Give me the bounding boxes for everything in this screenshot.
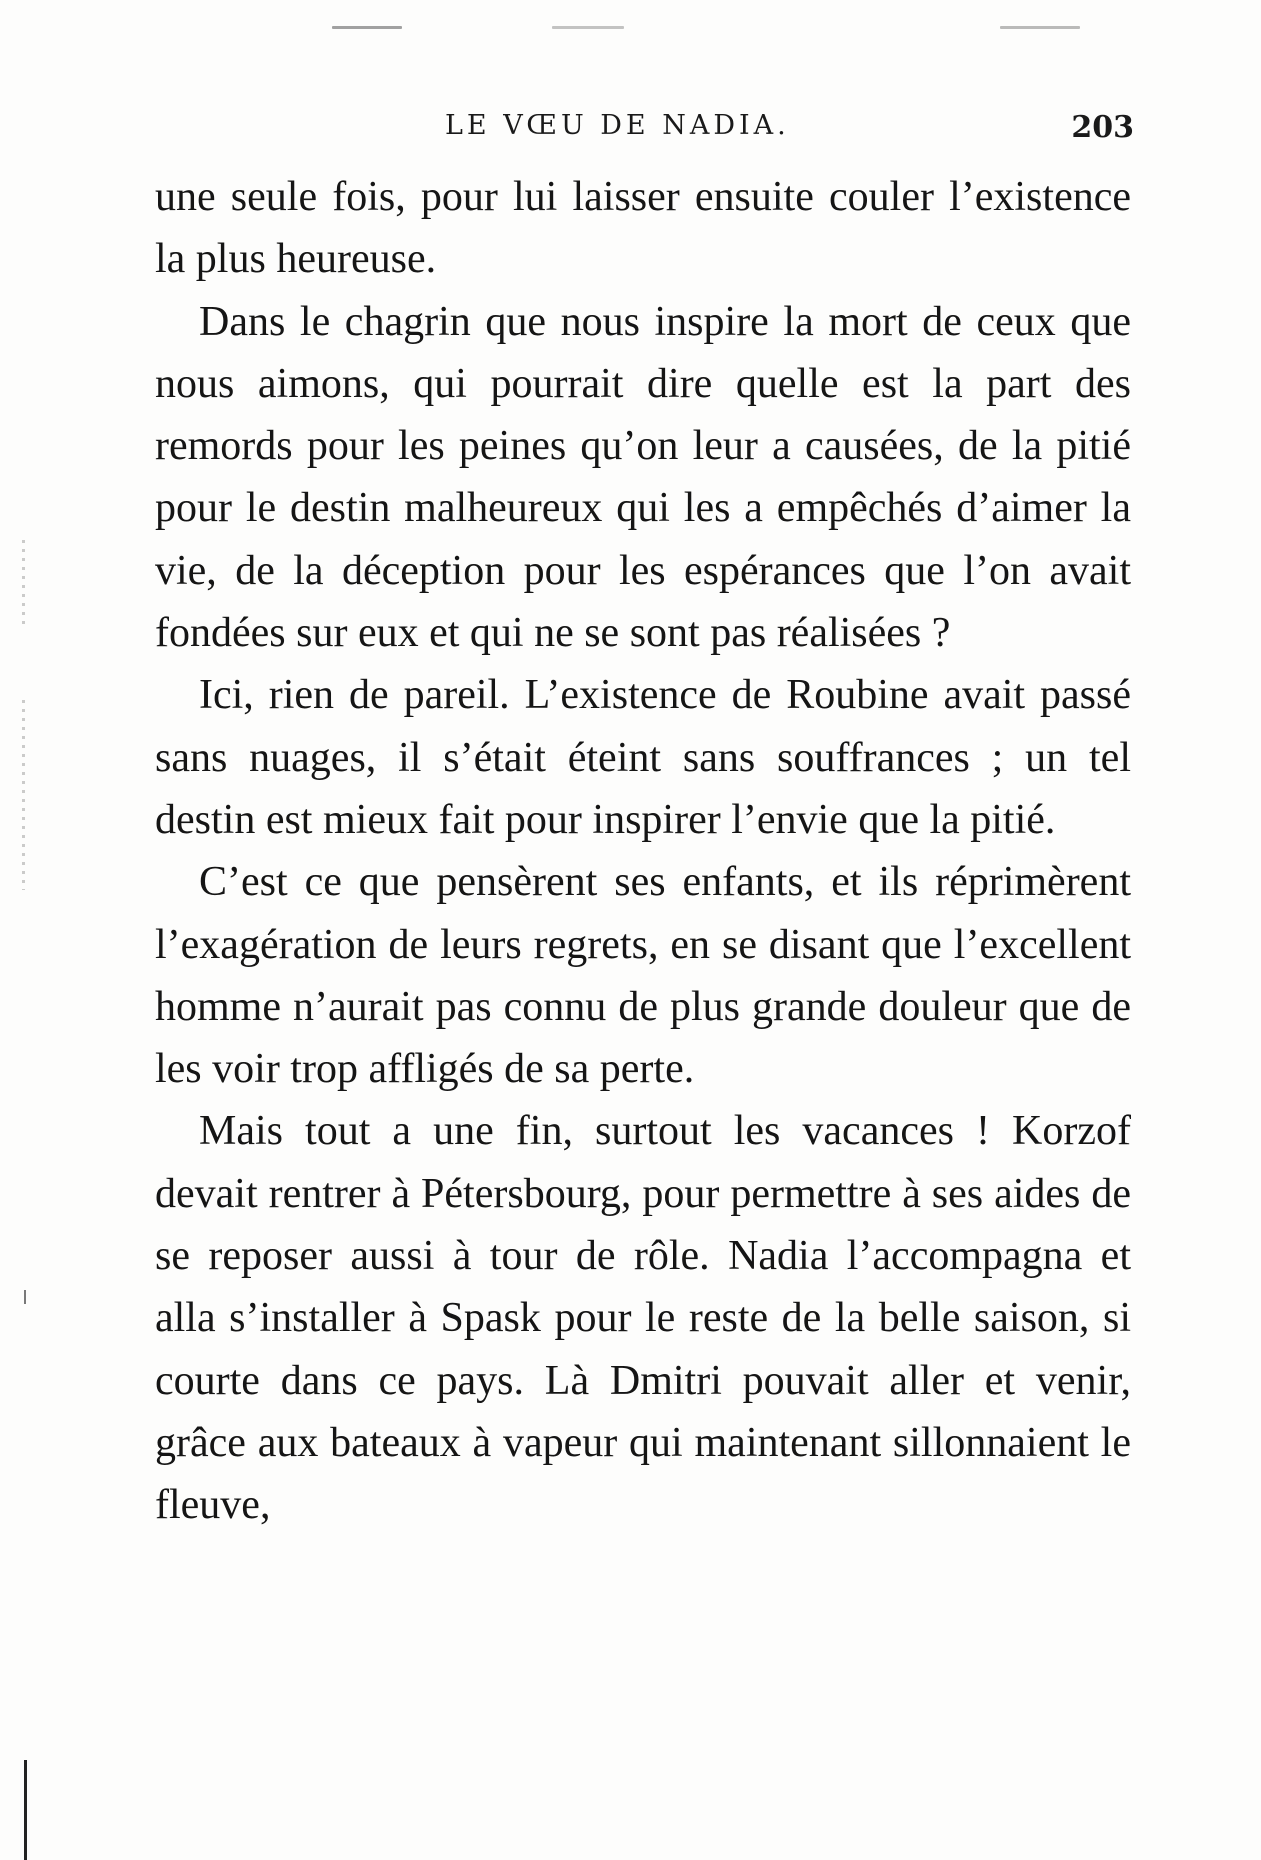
page-number: 203 (1071, 110, 1134, 145)
paragraph: une seule fois, pour lui laisser ensuite couler l’existence la plus heureuse. (155, 174, 1131, 283)
running-title: LE VŒU DE NADIA. (445, 110, 790, 141)
paragraph: Mais tout a une fin, surtout les vacances ! Korzof devait rentrer à Pétersbourg, pour permettre à ses aides de se reposer aussi à tour de rôle. Nadia l’accompagna et alla s’installer à Spask pour le reste de la belle saison, si courte dans ce pays. Là Dmitri pouvait aller et venir, grâce aux bateaux à vapeur qui maintenant sillonnaient le fleuve, (155, 1108, 1131, 1529)
scan-artifact (552, 26, 624, 29)
scan-artifact (1000, 26, 1080, 29)
binding-edge-artifact (22, 700, 25, 890)
running-head (155, 110, 1134, 150)
paragraph: Dans le chagrin que nous inspire la mort de ceux que nous aimons, qui pourrait dire quelle est la part des remords pour les peines qu’on leur a causées, de la pitié pour le destin malheureux qui les a empêchés d’aimer la vie, de la déception pour les espérances que l’on avait fondées sur eux et qui ne se sont pas réalisées ? (155, 298, 1131, 657)
binding-edge-artifact (24, 1290, 26, 1304)
binding-edge-artifact (24, 1760, 27, 1860)
paragraph: Ici, rien de pareil. L’existence de Roubine avait passé sans nuages, il s’était éteint sans souffrances ; un tel destin est mieux fait pour inspirer l’envie que la pitié. (155, 672, 1131, 843)
body-text (155, 166, 1131, 1537)
scan-artifact (332, 26, 402, 29)
binding-edge-artifact (22, 540, 25, 630)
paragraph: C’est ce que pensèrent ses enfants, et ils réprimèrent l’exagération de leurs regrets, en se disant que l’excellent homme n’aurait pas connu de plus grande douleur que de les voir trop affligés de sa perte. (155, 859, 1131, 1093)
